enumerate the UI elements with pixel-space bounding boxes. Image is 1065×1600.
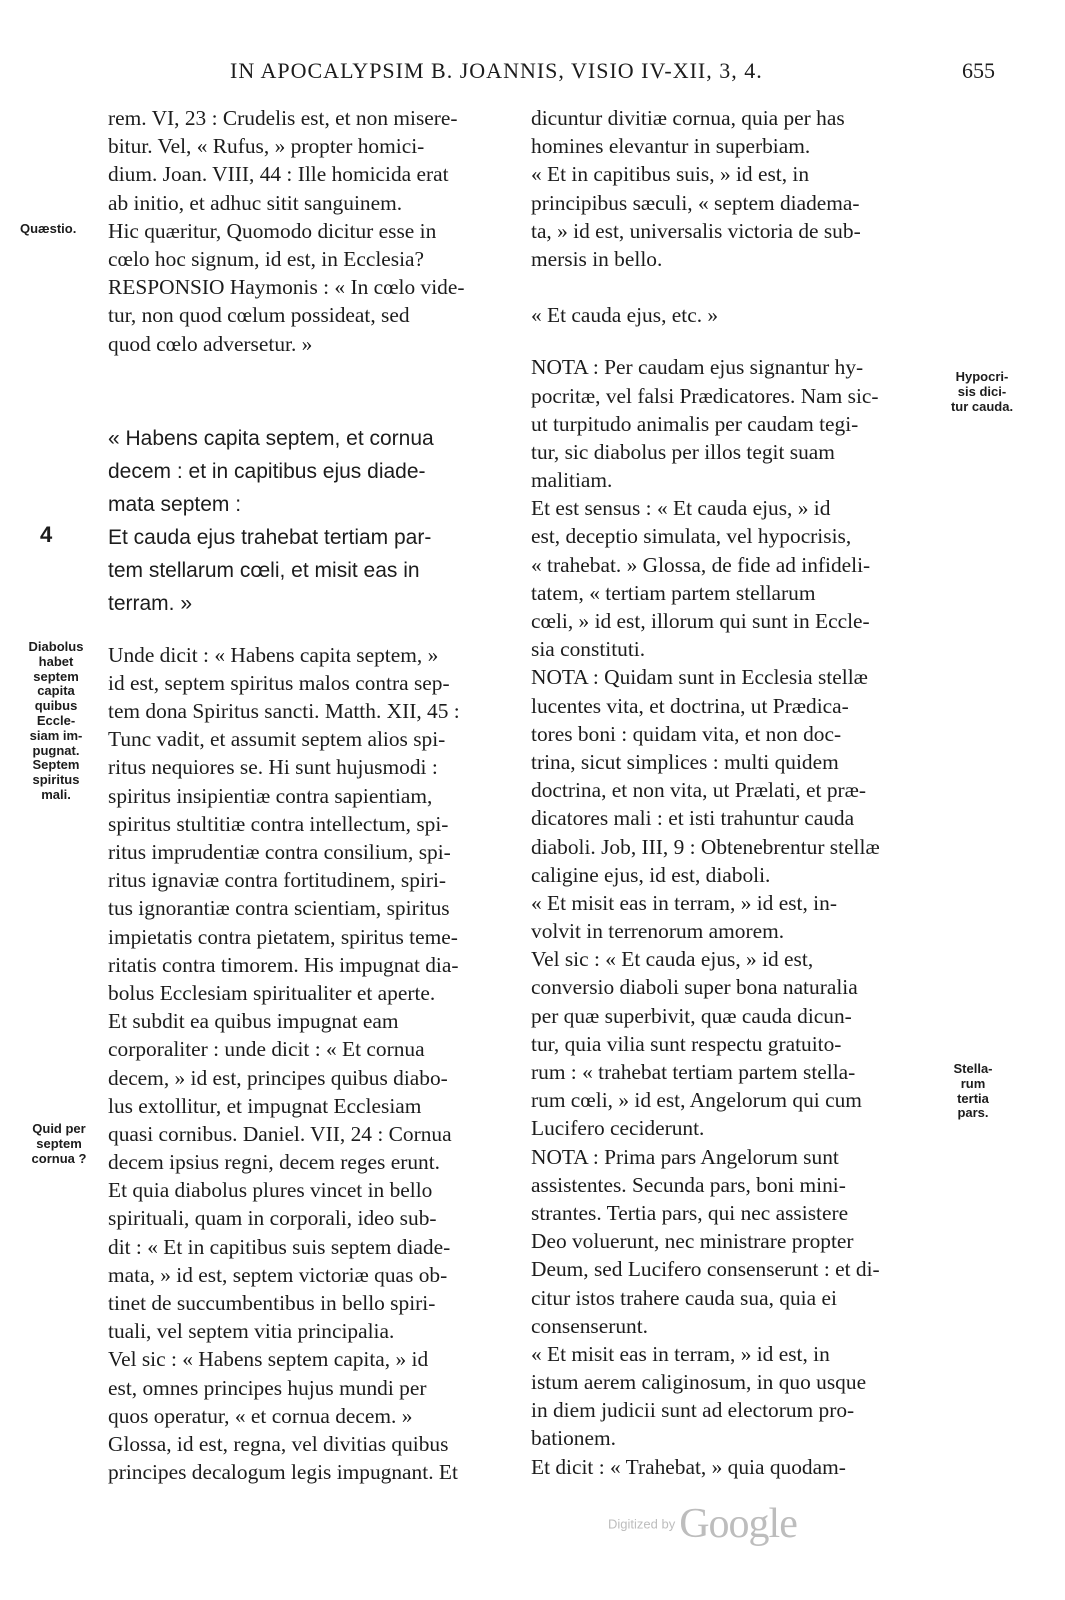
margin-note-line: mali.: [41, 786, 71, 802]
text-line: tores boni : quidam vita, et non doc-: [531, 721, 842, 746]
margin-note-line: Quæstio.: [20, 221, 77, 236]
scripture-heading-line: tem stellarum cœli, et misit eas in: [108, 558, 420, 582]
text-line: diaboli. Job, III, 9 : Obtenebrentur stellæ: [531, 834, 880, 859]
margin-note-diabolus: [18, 640, 94, 803]
scripture-heading-line: mata septem :: [108, 492, 242, 516]
text-line: Et subdit ea quibus impugnat eam: [108, 1009, 399, 1034]
verse-number: 4: [40, 522, 53, 547]
margin-note-stellarum: [944, 1062, 1002, 1121]
margin-note-line: Septem: [32, 757, 80, 773]
margin-note-line: tur cauda.: [950, 398, 1014, 414]
text-line: dicatores mali : et isti trahuntur cauda: [531, 806, 855, 831]
margin-note-line: Diabolus: [28, 639, 84, 654]
text-line: « Et in capitibus suis, » id est, in: [531, 162, 810, 187]
text-line: cœli, » id est, illorum qui sunt in Eccle-: [531, 609, 870, 633]
text-line: lus extollitur, et impugnat Ecclesiam: [108, 1093, 422, 1118]
section-gap: [108, 358, 508, 422]
scripture-heading-line: terram. »: [108, 591, 193, 615]
google-watermark: [608, 1500, 797, 1548]
text-line: lucentes vita, et doctrina, ut Prædica-: [531, 693, 849, 718]
text-line: ritatis contra timorem. His impugnat dia-: [108, 952, 459, 977]
text-line: Unde dicit : « Habens capita septem, »: [108, 642, 439, 667]
text-line: sia constituti.: [531, 637, 646, 662]
text-line: istum aerem caliginosum, in quo usque: [531, 1370, 867, 1395]
text-line: bitur. Vel, « Rufus, » propter homici-: [108, 134, 425, 159]
text-line: tur, sic diabolus per illos tegit suam: [531, 439, 835, 464]
section-gap: [108, 620, 508, 641]
text-line: tatem, « tertiam partem stellarum: [531, 580, 816, 605]
text-line: quos operatur, « et cornua decem. »: [108, 1403, 413, 1428]
margin-note-quid-per: [18, 1122, 100, 1166]
page-number: 655: [962, 58, 995, 83]
scripture-heading-line: « Habens capita septem, et cornua: [108, 426, 434, 450]
text-line: conversio diaboli super bona naturalia: [531, 975, 858, 1000]
text-line: mersis in bello.: [531, 246, 663, 271]
text-line: Glossa, id est, regna, vel divitias quibus: [108, 1431, 449, 1456]
margin-note-line: quibus: [34, 698, 78, 714]
left-column: [108, 104, 508, 1486]
text-line: « Et misit eas in terram, » id est, in: [531, 1341, 830, 1366]
text-line: bationem.: [531, 1426, 616, 1451]
margin-note-line: Quid per: [32, 1121, 86, 1136]
google-logo: Google: [679, 1501, 797, 1547]
text-line: NOTA : Quidam sunt in Ecclesia stellæ: [531, 665, 868, 690]
text-line: bolus Ecclesiam spiritualiter et aperte.: [108, 980, 436, 1005]
text-line: Deo voluerunt, nec ministrare propter: [531, 1229, 854, 1254]
text-line: malitiam.: [531, 468, 613, 493]
margin-note-hypocritis: [940, 370, 1024, 414]
text-line: RESPONSIO Haymonis : « In cœlo vide-: [108, 275, 465, 300]
text-line: spiritus insipientiæ contra sapientiam,: [108, 783, 433, 808]
text-line: tur, quia vilia sunt respectu gratuito-: [531, 1031, 842, 1056]
text-line: est, deceptio simulata, vel hypocrisis,: [531, 524, 852, 549]
text-line: « Et cauda ejus, etc. »: [531, 303, 719, 328]
text-line: rum cœli, » id est, Angelorum qui cum: [531, 1088, 862, 1113]
text-line: homines elevantur in superbiam.: [531, 134, 811, 159]
watermark-digitized-by: Digitized by: [608, 1516, 676, 1532]
text-line: Vel sic : « Et cauda ejus, » id est,: [531, 947, 814, 972]
text-line: rum : « trahebat tertiam partem stella-: [531, 1060, 856, 1084]
text-line: spiritus stultitiæ contra intellectum, spi-: [108, 811, 449, 836]
text-line: consenserunt.: [531, 1313, 649, 1338]
margin-note-line: Hypocri-: [955, 369, 1009, 384]
text-line: assistentes. Secunda pars, boni mini-: [531, 1172, 846, 1197]
text-line: trina, sicut simplices : multi quidem: [531, 749, 839, 774]
text-line: in diem judicii sunt ad electorum pro-: [531, 1398, 855, 1423]
text-line: principes decalogum legis impugnant. Et: [108, 1460, 458, 1485]
text-line: ritus ignaviæ contra fortitudinem, spiri-: [108, 868, 447, 893]
scripture-heading-line: Et cauda ejus trahebat tertiam par-: [108, 525, 432, 549]
text-line: Et dicit : « Trahebat, » quia quodam-: [531, 1454, 846, 1479]
text-line: mata, » id est, septem victoriæ quas ob-: [108, 1262, 448, 1287]
text-line: doctrina, et non vita, ut Prælati, et præ-: [531, 778, 867, 803]
text-line: ta, » id est, universalis victoria de sub-: [531, 218, 861, 243]
text-line: Lucifero ceciderunt.: [531, 1116, 705, 1141]
text-line: dium. Joan. VIII, 44 : Ille homicida erat: [108, 162, 449, 187]
margin-note-line: sis dici-: [957, 383, 1007, 399]
running-header: IN APOCALYPSIM B. JOANNIS, VISIO IV-XII, 3, 4.: [230, 58, 763, 83]
text-line: volvit in terrenorum amorem.: [531, 919, 785, 944]
margin-note-line: pugnat.: [32, 742, 80, 758]
text-line: tem dona Spiritus sancti. Matth. XII, 45 :: [108, 699, 460, 724]
right-column: [531, 104, 931, 1481]
text-line: quod cœlo adversetur. »: [108, 331, 313, 356]
margin-note-line: rum: [960, 1075, 986, 1091]
text-line: id est, septem spiritus malos contra sep-: [108, 670, 450, 695]
text-line: tinet de succumbentibus in bello spiri-: [108, 1291, 436, 1315]
margin-note-line: spiritus: [32, 772, 80, 788]
text-line: tus ignorantiæ contra scientiam, spiritus: [108, 896, 450, 921]
text-line: NOTA : Prima pars Angelorum sunt: [531, 1144, 839, 1169]
text-line: Tunc vadit, et assumit septem alios spi-: [108, 727, 446, 752]
text-line: Et est sensus : « Et cauda ejus, » id: [531, 496, 831, 521]
text-line: decem, » id est, principes quibus diabo-: [108, 1065, 448, 1090]
text-line: tur, non quod cœlum possideat, sed: [108, 303, 410, 328]
section-gap: [531, 273, 931, 301]
margin-note-quaestio: [20, 222, 76, 237]
text-line: tuali, vel septem vitia principalia.: [108, 1319, 395, 1344]
text-line: « trahebat. » Glossa, de fide ad infideli-: [531, 552, 871, 577]
text-line: Vel sic : « Habens septem capita, » id: [108, 1347, 429, 1372]
text-line: spirituali, quam in corporali, ideo sub-: [108, 1206, 437, 1231]
text-line: ritus imprudentiæ contra consilium, spi-: [108, 840, 451, 864]
text-line: cœlo hoc signum, id est, in Ecclesia?: [108, 246, 425, 271]
text-line: dit : « Et in capitibus suis septem diade-: [108, 1234, 451, 1259]
text-line: impietatis contra pietatem, spiritus teme-: [108, 924, 458, 949]
text-line: principibus sæculi, « septem diadema-: [531, 190, 860, 215]
text-line: ut turpitudo animalis per caudam tegi-: [531, 411, 859, 436]
scripture-heading-line: decem : et in capitibus ejus diade-: [108, 459, 426, 483]
margin-note-line: cornua ?: [31, 1150, 87, 1166]
text-line: caligine ejus, id est, diaboli.: [531, 862, 771, 887]
text-line: quasi cornibus. Daniel. VII, 24 : Cornua: [108, 1121, 452, 1146]
margin-note-line: siam im-: [29, 727, 83, 743]
text-line: NOTA : Per caudam ejus signantur hy-: [531, 355, 864, 380]
text-line: dicuntur divitiæ cornua, quia per has: [531, 106, 845, 130]
text-line: rem. VI, 23 : Crudelis est, et non misere-: [108, 106, 458, 130]
margin-note-line: tertia: [957, 1090, 989, 1106]
text-line: ritus nequiores se. Hi sunt hujusmodi :: [108, 755, 438, 780]
margin-note-line: pars.: [957, 1105, 989, 1121]
text-line: « Et misit eas in terram, » id est, in-: [531, 890, 837, 915]
text-line: Deum, sed Lucifero consenserunt : et di-: [531, 1257, 880, 1282]
margin-note-line: habet: [38, 653, 74, 669]
margin-note-line: capita: [37, 683, 75, 699]
text-line: per quæ superbivit, quæ cauda dicun-: [531, 1003, 852, 1028]
text-line: ab initio, et adhuc sitit sanguinem.: [108, 190, 403, 215]
text-line: citur istos trahere cauda sua, quia ei: [531, 1285, 837, 1310]
section-gap: [531, 329, 931, 353]
margin-note-line: Eccle-: [36, 712, 76, 728]
margin-note-line: septem: [36, 1135, 82, 1151]
margin-note-line: septem: [33, 668, 79, 684]
text-line: pocritæ, vel falsi Prædicatores. Nam sic-: [531, 383, 879, 408]
margin-note-line: Stella-: [953, 1061, 993, 1076]
text-line: strantes. Tertia pars, qui nec assistere: [531, 1200, 849, 1225]
text-line: decem ipsius regni, decem reges erunt.: [108, 1150, 441, 1175]
text-line: corporaliter : unde dicit : « Et cornua: [108, 1037, 425, 1062]
text-line: Et quia diabolus plures vincet in bello: [108, 1178, 433, 1203]
text-line: est, omnes principes hujus mundi per: [108, 1375, 427, 1400]
text-line: Hic quæritur, Quomodo dicitur esse in: [108, 218, 437, 243]
